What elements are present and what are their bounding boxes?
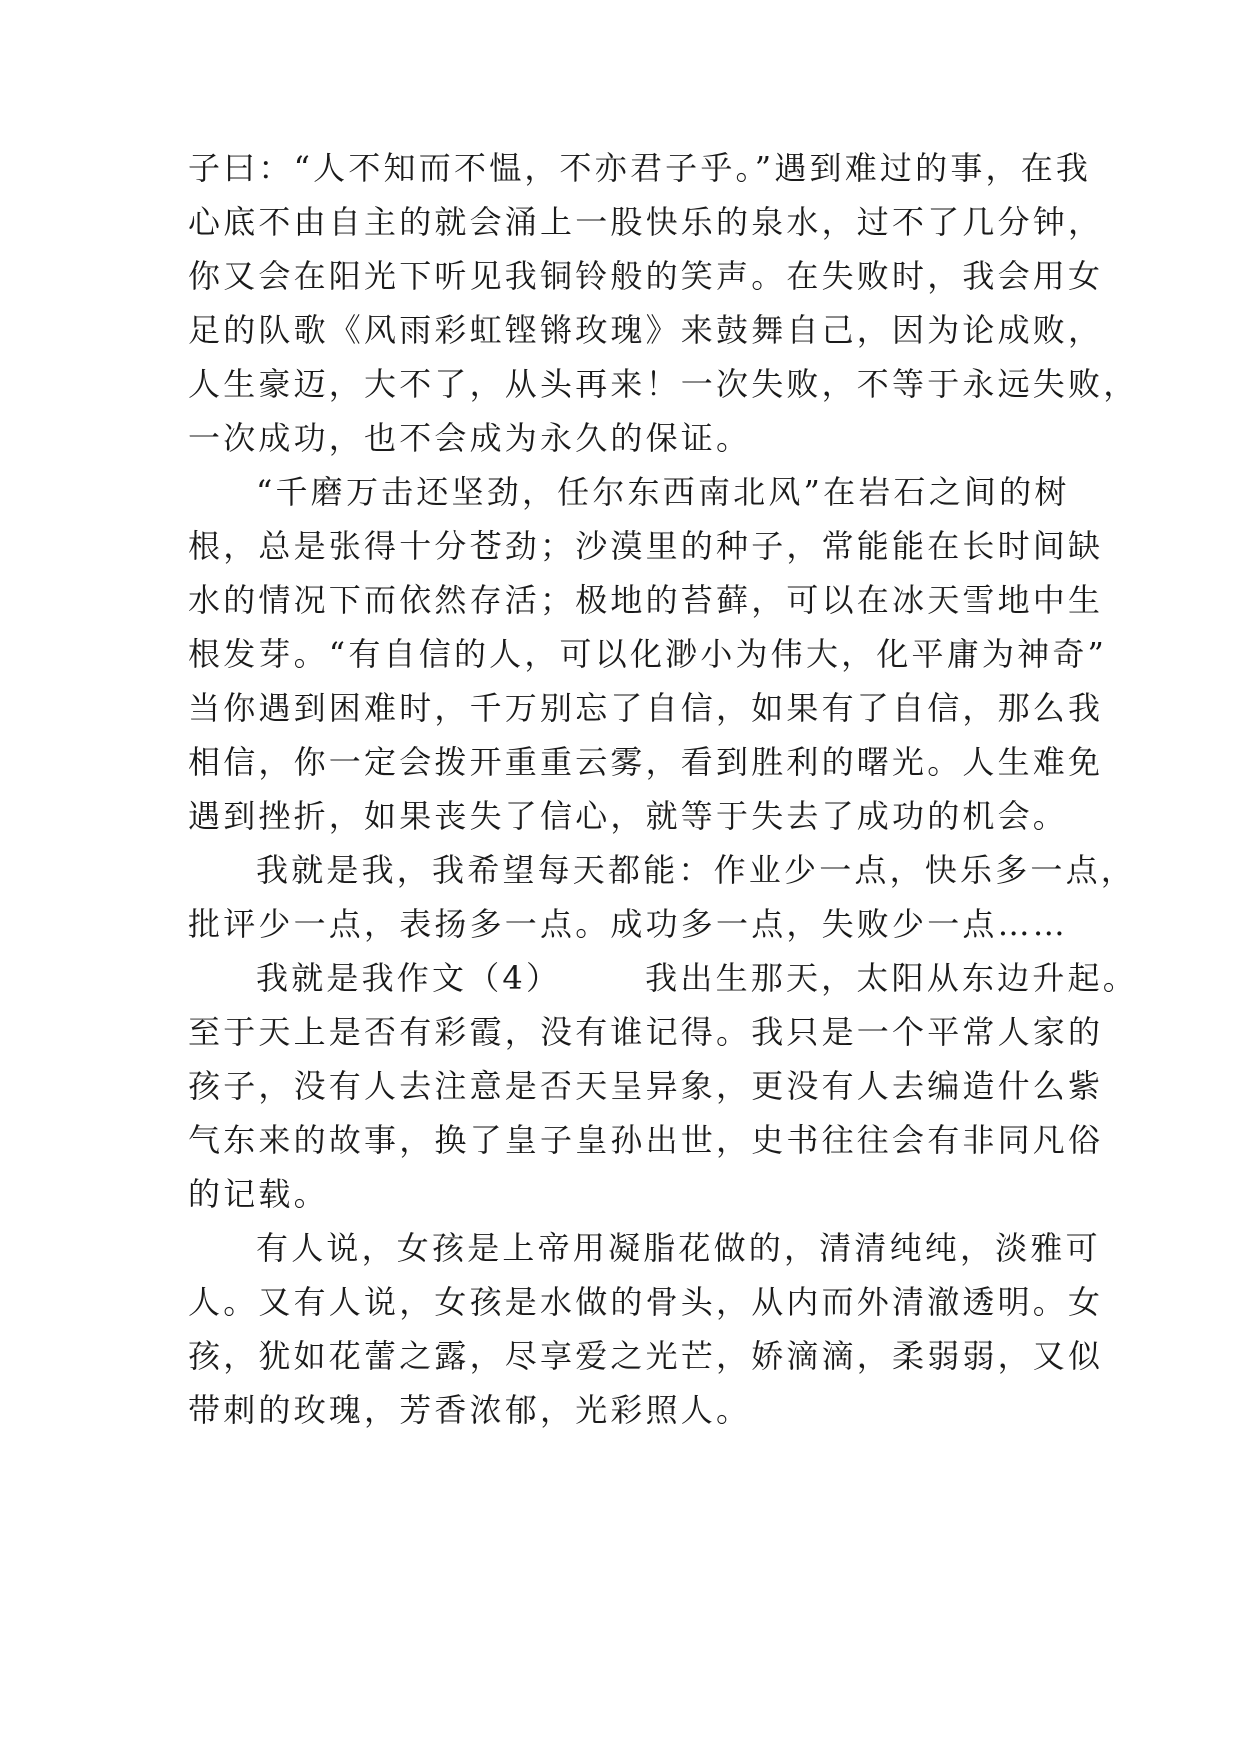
text-line: 遇到挫折，如果丧失了信心，就等于失去了成功的机会。 <box>188 797 1069 835</box>
text-line: “千磨万击还坚劲，任尔东西南北风”在岩石之间的树 <box>256 473 1070 511</box>
text-segment: 我出生那天，太阳从东边升起。 <box>645 959 1138 997</box>
text-line: 一次成功，也不会成为永久的保证。 <box>188 419 752 457</box>
text-line: 根发芽。“有自信的人，可以化渺小为伟大，化平庸为神奇” <box>188 635 1108 673</box>
text-line: 水的情况下而依然存活；极地的苔藓，可以在冰天雪地中生 <box>188 581 1104 619</box>
text-line: 的记载。 <box>188 1175 329 1213</box>
essay-heading: 我就是我作文（4） <box>256 959 562 997</box>
text-line: 带刺的玫瑰，芳香浓郁，光彩照人。 <box>188 1391 752 1429</box>
text-line: 批评少一点，表扬多一点。成功多一点，失败少一点…… <box>188 905 1069 943</box>
text-line: 心底不由自主的就会涌上一股快乐的泉水，过不了几分钟， <box>188 203 1104 241</box>
text-line: 子曰：“人不知而不愠，不亦君子乎。”遇到难过的事，在我 <box>188 149 1092 187</box>
text-line: 相信，你一定会拨开重重云雾，看到胜利的曙光。人生难免 <box>188 743 1104 781</box>
text-line: 有人说，女孩是上帝用凝脂花做的，清清纯纯，淡雅可 <box>256 1229 1101 1267</box>
text-line: 人。又有人说，女孩是水做的骨头，从内而外清澈透明。女 <box>188 1283 1104 1321</box>
text-line: 你又会在阳光下听见我铜铃般的笑声。在失败时，我会用女 <box>188 257 1104 295</box>
text-line: 至于天上是否有彩霞，没有谁记得。我只是一个平常人家的 <box>188 1013 1104 1051</box>
text-line: 当你遇到困难时，千万别忘了自信，如果有了自信，那么我 <box>188 689 1104 727</box>
text-line: 气东来的故事，换了皇子皇孙出世，史书往往会有非同凡俗 <box>188 1121 1104 1159</box>
text-line: 孩子，没有人去注意是否天呈异象，更没有人去编造什么紫 <box>188 1067 1104 1105</box>
text-line: 人生豪迈，大不了，从头再来！一次失败，不等于永远失败， <box>188 365 1139 403</box>
text-line: 根，总是张得十分苍劲；沙漠里的种子，常能能在长时间缺 <box>188 527 1104 565</box>
text-line: 我就是我，我希望每天都能：作业少一点，快乐多一点， <box>256 851 1137 889</box>
text-line: 足的队歌《风雨彩虹铿锵玫瑰》来鼓舞自己，因为论成败， <box>188 311 1104 349</box>
heading-line <box>256 958 1138 998</box>
text-line: 孩，犹如花蕾之露，尽享爱之光芒，娇滴滴，柔弱弱，又似 <box>188 1337 1104 1375</box>
